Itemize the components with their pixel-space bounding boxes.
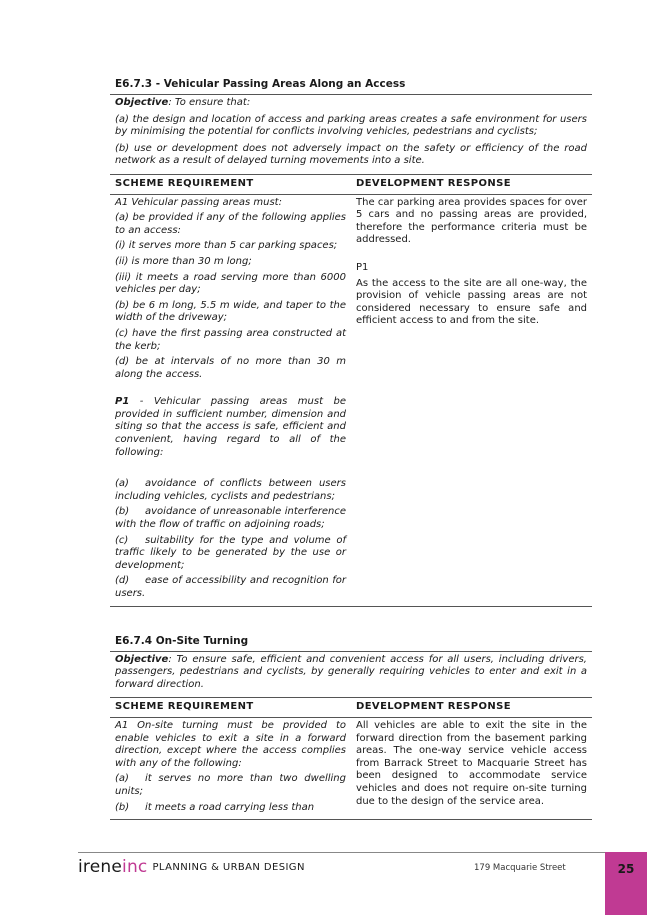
objective-label: Objective	[115, 653, 169, 665]
a1-item: (b) it meets a road carrying less than	[115, 801, 315, 813]
objective-intro: : To ensure that:	[168, 97, 251, 108]
p1-item: (d) ease of accessibility and recognition for users.	[115, 575, 346, 599]
p1-text: - Vehicular passing areas must be provided in sufficient number, dimension and siting so that the access is safe, efficient and convenient, having regard to all of the following:	[115, 396, 346, 458]
a1-line: (c) have the first passing area constructed at the kerb;	[115, 327, 346, 352]
brand-tagline: PLANNING & URBAN DESIGN	[152, 862, 305, 873]
page-number: 25	[617, 862, 635, 876]
a1-line: (iii) it meets a road serving more than 6000 vehicles per day;	[115, 271, 346, 296]
a1-line: (i) it serves more than 5 car parking spaces;	[115, 240, 338, 252]
objective-cell-e673	[110, 95, 592, 175]
a1-line: (b) be 6 m long, 5.5 m wide, and taper to the width of the driveway;	[115, 299, 346, 324]
scheme-requirement-cell	[110, 717, 351, 819]
p1-lead: P1	[115, 396, 130, 408]
objective-line	[115, 97, 587, 110]
p1-item: (c) suitability for the type and volume of traffic likely to be generated by the use or development;	[115, 534, 346, 571]
a1-line: A1 Vehicular passing areas must:	[115, 196, 282, 208]
response-paragraph: As the access to the site are all one-way, the provision of vehicle passing areas are not considered necessary to ensure safe and efficient access to and from the site.	[356, 277, 587, 327]
section-heading-e674: E6.7.4 On-Site Turning	[115, 634, 249, 647]
a1-text: A1 On-site turning must be provided to enable vehicles to exit a site in a forward direction, except where the access complies with any of the following:	[115, 719, 346, 769]
col-header-response: DEVELOPMENT RESPONSE	[351, 698, 592, 718]
a1-line: (ii) is more than 30 m long;	[115, 255, 252, 267]
scheme-requirement-cell	[110, 194, 351, 606]
response-p1-label: P1	[356, 261, 369, 273]
objective-line	[115, 654, 587, 692]
col-header-scheme: SCHEME REQUIREMENT	[110, 698, 351, 718]
a1-line: (a) be provided if any of the following applies to an access:	[115, 212, 346, 236]
brand-logo: ireneinc PLANNING & URBAN DESIGN	[78, 857, 305, 877]
objective-point-a: (a) the design and location of access and parking areas creates a safe environment for users by minimising the potential for conflicts involving vehicles, pedestrians and cyclists;	[115, 113, 587, 138]
objective-cell-e674	[110, 651, 592, 698]
col-header-response: DEVELOPMENT RESPONSE	[351, 174, 592, 194]
development-response-cell	[351, 717, 592, 819]
a1-item: (a) it serves no more than two dwelling units;	[115, 773, 346, 797]
section-heading-e673: E6.7.3 - Vehicular Passing Areas Along an Access	[115, 78, 406, 90]
p1-paragraph	[115, 396, 346, 459]
col-header-scheme: SCHEME REQUIREMENT	[110, 174, 351, 194]
p1-item: (b) avoidance of unreasonable interference with the flow of traffic on adjoining roads;	[115, 506, 346, 531]
footer-rule	[78, 852, 605, 853]
development-response-cell	[351, 194, 592, 606]
a1-line: (d) be at intervals of no more than 30 m along the access.	[115, 356, 346, 380]
footer-address: 179 Macquarie Street	[474, 863, 566, 873]
table-e674	[110, 651, 592, 821]
response-paragraph: The car parking area provides spaces for over 5 cars and no passing areas are provided, therefore the performance criteria must be addressed.	[356, 196, 587, 246]
objective-label: Objective	[115, 97, 169, 108]
page-content	[110, 78, 592, 820]
objective-point-b: (b) use or development does not adversely impact on the safety or efficiency of the road network as a result of delayed turning movements into a site.	[115, 142, 587, 167]
objective-text: : To ensure safe, efficient and convenient access for all users, including drivers, passengers, pedestrians and cyclists, by generally requiring vehicles to enter and exit in a forward direction.	[115, 653, 587, 690]
table-e673	[110, 94, 592, 607]
p1-item: (a) avoidance of conflicts between users including vehicles, cyclists and pedestrians;	[115, 478, 346, 502]
page-number-box	[605, 852, 647, 915]
response-paragraph: All vehicles are able to exit the site in the forward direction from the basement parking areas. The one-way service vehicle access from Barrack Street to Macquarie Street has been designed to accommodate service vehicles and does not require on-site turning due to the design of the service area.	[356, 719, 587, 807]
